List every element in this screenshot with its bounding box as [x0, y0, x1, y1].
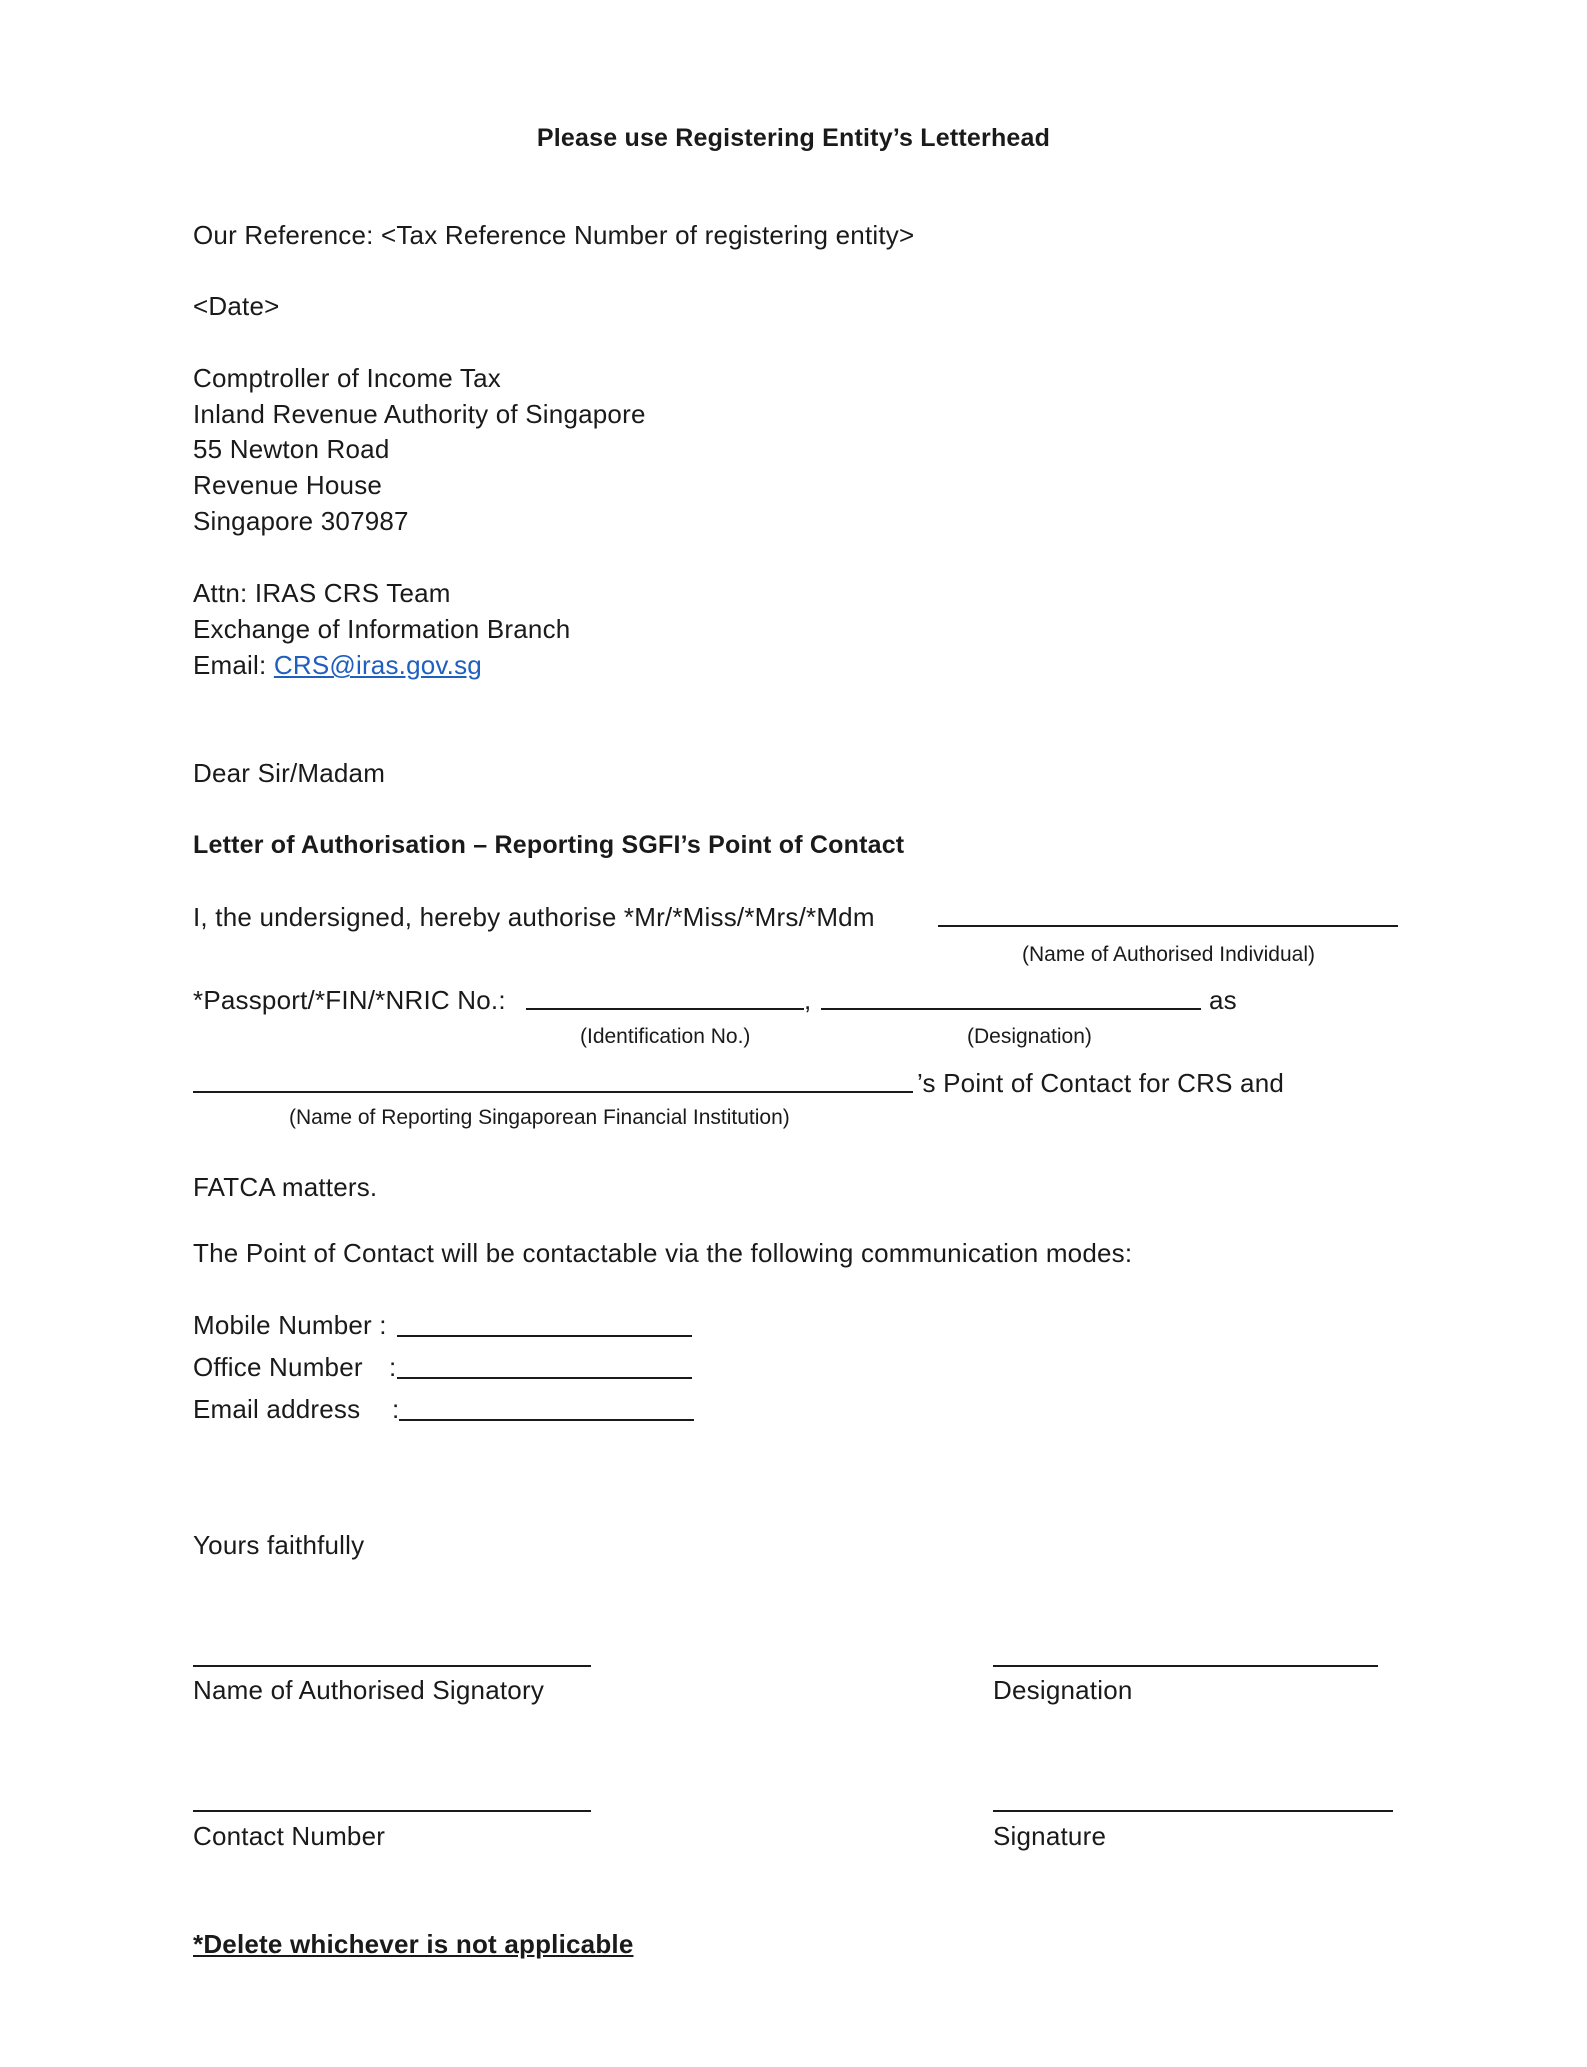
letterhead-instruction: Please use Registering Entity’s Letterhead — [536, 124, 1051, 152]
designation-blank[interactable] — [821, 1008, 1201, 1010]
caption-financial-institution: (Name of Reporting Singaporean Financial Institution) — [289, 1106, 790, 1129]
signature-blank[interactable] — [993, 1810, 1393, 1812]
salutation: Dear Sir/Madam — [193, 758, 386, 788]
financial-institution-name-blank[interactable] — [193, 1091, 913, 1093]
contact-number-blank[interactable] — [193, 1810, 591, 1812]
signatory-name-label: Name of Authorised Signatory — [193, 1675, 545, 1705]
signatory-name-blank[interactable] — [193, 1665, 591, 1667]
as-word: as — [1209, 985, 1237, 1015]
identification-no-blank[interactable] — [526, 1008, 804, 1010]
email-address-blank[interactable] — [399, 1419, 694, 1421]
office-number-label: Office Number — [193, 1352, 363, 1382]
authorised-individual-name-blank[interactable] — [938, 925, 1398, 927]
caption-designation: (Designation) — [967, 1025, 1092, 1048]
email-line — [193, 650, 482, 680]
our-reference: Our Reference: <Tax Reference Number of registering entity> — [193, 220, 915, 250]
recipient-line: Inland Revenue Authority of Singapore — [193, 399, 646, 429]
office-number-blank[interactable] — [397, 1377, 692, 1379]
contact-number-label: Contact Number — [193, 1821, 386, 1851]
delete-footnote: *Delete whichever is not applicable — [193, 1929, 634, 1959]
signature-label: Signature — [993, 1821, 1107, 1851]
caption-identification-no: (Identification No.) — [580, 1025, 751, 1048]
id-comma: , — [804, 985, 812, 1015]
office-number-colon: : — [389, 1352, 397, 1382]
letter-subject: Letter of Authorisation – Reporting SGFI’s Point of Contact — [193, 831, 905, 859]
recipient-line: 55 Newton Road — [193, 434, 390, 464]
recipient-line: Singapore 307987 — [193, 506, 409, 536]
id-label: *Passport/*FIN/*NRIC No.: — [193, 985, 506, 1015]
mobile-number-blank[interactable] — [397, 1335, 692, 1337]
email-address-label: Email address — [193, 1394, 361, 1424]
signatory-designation-blank[interactable] — [993, 1665, 1378, 1667]
email-label: Email: — [193, 650, 274, 680]
mobile-number-label: Mobile Number : — [193, 1310, 387, 1340]
recipient-line: Comptroller of Income Tax — [193, 363, 501, 393]
closing: Yours faithfully — [193, 1530, 365, 1560]
point-of-contact-suffix: ’s Point of Contact for CRS and — [917, 1068, 1285, 1098]
fatca-matters: FATCA matters. — [193, 1172, 378, 1202]
attention-line: Attn: IRAS CRS Team — [193, 578, 451, 608]
email-address-colon: : — [392, 1394, 400, 1424]
contact-intro: The Point of Contact will be contactable via the following communication modes: — [193, 1238, 1133, 1268]
recipient-line: Revenue House — [193, 470, 383, 500]
email-link[interactable]: CRS@iras.gov.sg — [273, 650, 482, 680]
branch-line: Exchange of Information Branch — [193, 614, 571, 644]
signatory-designation-label: Designation — [993, 1675, 1133, 1705]
letter-date: <Date> — [193, 291, 280, 321]
authorise-line: I, the undersigned, hereby authorise *Mr/*Miss/*Mrs/*Mdm — [193, 902, 875, 932]
caption-authorised-individual: (Name of Authorised Individual) — [1022, 943, 1315, 966]
